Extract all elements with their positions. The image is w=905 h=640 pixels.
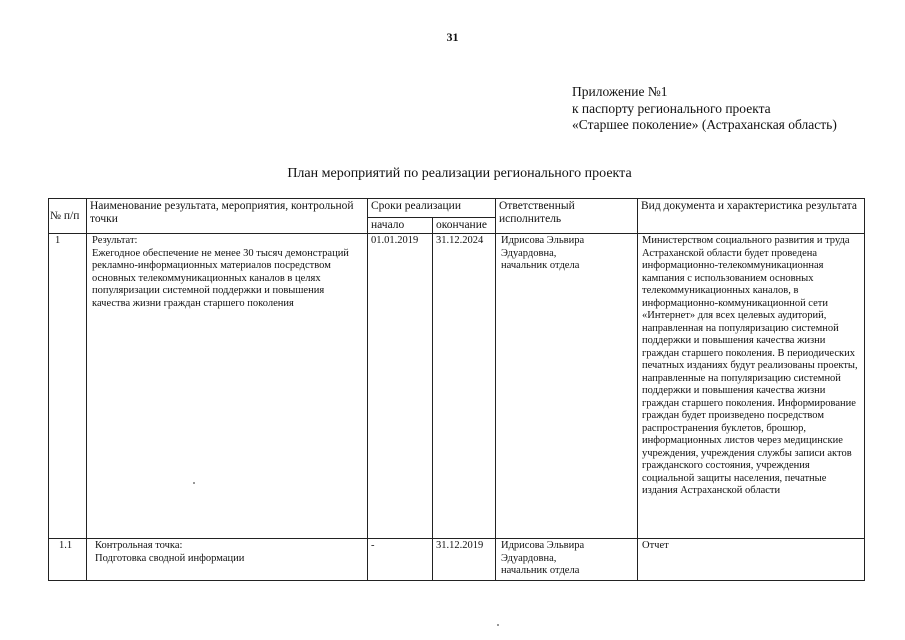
row-num: 1: [49, 234, 87, 539]
plan-table: [48, 198, 865, 581]
header-name: Наименование результата, мероприятия, контрольной точки: [87, 199, 368, 234]
row-end: 31.12.2024: [433, 234, 496, 539]
table-row: [49, 539, 865, 581]
row-name: Результат: Ежегодное обеспечение не менее 30 тысяч демонстраций рекламно-информационных материалов посредством основных телекоммуникационных каналов в целях популяризации системной поддержки и повышения качества жизни граждан старшего поколения: [87, 234, 368, 539]
table-row: [49, 234, 865, 539]
page-number: 31: [446, 30, 459, 44]
row-start: 01.01.2019: [368, 234, 433, 539]
header-start: начало: [368, 218, 433, 234]
header-num: № п/п: [49, 199, 87, 234]
header-end: окончание: [433, 218, 496, 234]
row-responsible: Идрисова Эльвира Эдуардовна, начальник отдела: [496, 539, 638, 581]
row-doc: Министерством социального развития и труда Астраханской области будет проведена информационно-телекоммуникационная кампания с использованием основных телекоммуникационных каналов, в информационно-коммуникационной сети «Интернет» для всех целевых аудиторий, направленная на популяризацию системной поддержки и повышения качества жизни граждан старшего поколения. В периодических печатных изданиях будут реализованы проекты, направленные на популяризацию системной поддержки и повышения качества жизни граждан старшего поколения. Информирование граждан будет произведено посредством распространения буклетов, брошюр, информационных листов через медицинские учреждения, учреждения службы записи актов гражданского состояния, учреждения социальной защиты населения, печатные издания Астраханской области: [638, 234, 865, 539]
row-name: Контрольная точка: Подготовка сводной информации: [87, 539, 368, 581]
appendix-line-2: к паспорту регионального проекта: [572, 100, 771, 116]
header-doc: Вид документа и характеристика результата: [638, 199, 865, 234]
row-doc: Отчет: [638, 539, 865, 581]
header-period: Сроки реализации: [368, 199, 496, 218]
appendix-header: [572, 84, 837, 134]
row-responsible: Идрисова Эльвира Эдуардовна, начальник отдела: [496, 234, 638, 539]
document-title: План мероприятий по реализации регионального проекта: [287, 166, 632, 181]
header-responsible: Ответственный исполнитель: [496, 199, 638, 234]
appendix-line-3: «Старшее поколение» (Астраханская область): [572, 117, 837, 132]
row-num: 1.1: [49, 539, 87, 581]
scan-speck: [497, 624, 499, 626]
appendix-line-1: Приложение №1: [572, 84, 668, 99]
scan-speck: [193, 482, 195, 484]
row-start: -: [368, 539, 433, 581]
row-end: 31.12.2019: [433, 539, 496, 581]
